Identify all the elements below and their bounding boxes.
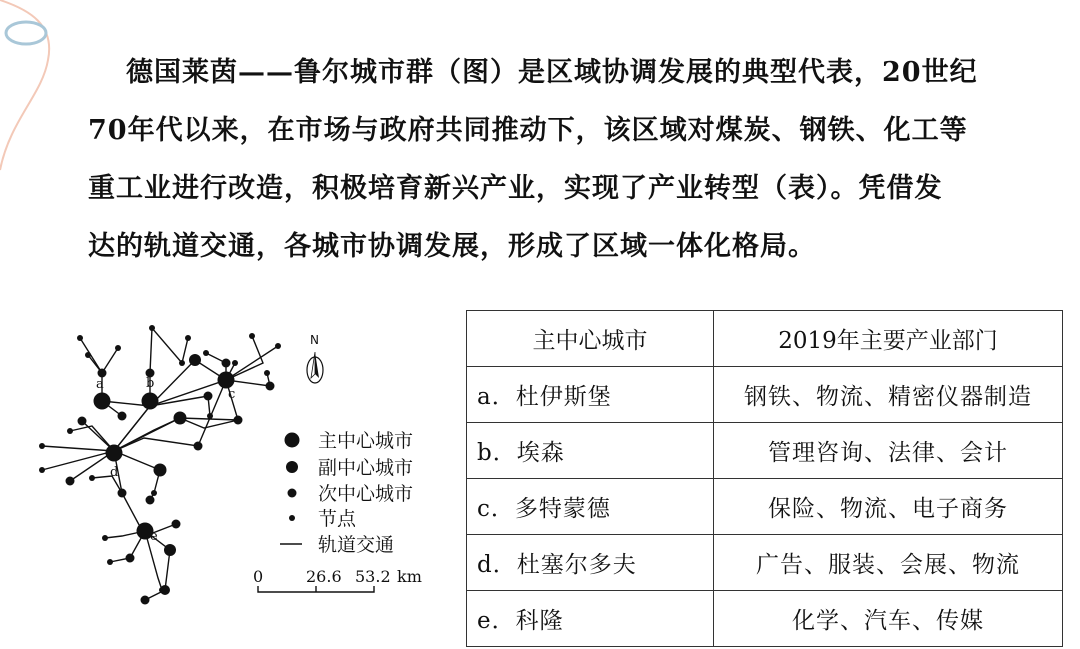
city-label-b: b bbox=[146, 376, 155, 391]
corner-decoration bbox=[0, 0, 60, 180]
city-label-d: d bbox=[110, 465, 119, 480]
paragraph-line: 达的轨道交通，各城市协调发展，形成了区域一体化格局。 bbox=[88, 231, 816, 262]
industry-cell: 钢铁、物流、精密仪器制造 bbox=[714, 367, 1063, 423]
scale-unit: km bbox=[397, 567, 422, 586]
legend-main-center: 主中心城市 bbox=[318, 430, 414, 452]
city-cell: a．杜伊斯堡 bbox=[467, 367, 714, 423]
node-markers bbox=[39, 325, 281, 593]
city-cell: d．杜塞尔多夫 bbox=[467, 535, 714, 591]
table-row bbox=[467, 591, 1063, 647]
scale-zero: 0 bbox=[253, 567, 264, 586]
legend-sub-center: 副中心城市 bbox=[318, 457, 414, 479]
legend-main-marker bbox=[285, 433, 300, 448]
table-header-row bbox=[467, 311, 1063, 367]
city-label-c: c bbox=[228, 387, 236, 402]
legend-node: 节点 bbox=[318, 508, 357, 530]
city-cell: e．科隆 bbox=[467, 591, 714, 647]
industry-cell: 管理咨询、法律、会计 bbox=[714, 423, 1063, 479]
industry-cell: 广告、服装、会展、物流 bbox=[714, 535, 1063, 591]
city-label-a: a bbox=[96, 377, 104, 392]
main-center-markers bbox=[94, 372, 235, 540]
scale-end: 53.2 bbox=[355, 567, 391, 586]
paragraph-line: 德国莱茵——鲁尔城市群（图）是区域协调发展的典型代表，20世纪 bbox=[126, 57, 978, 88]
city-cell: c．多特蒙德 bbox=[467, 479, 714, 535]
table-row bbox=[467, 535, 1063, 591]
legend-secondary-marker bbox=[288, 489, 297, 498]
map-legend bbox=[280, 430, 413, 556]
industry-cell: 化学、汽车、传媒 bbox=[714, 591, 1063, 647]
rhine-ruhr-map bbox=[30, 318, 450, 608]
city-cell: b．埃森 bbox=[467, 423, 714, 479]
industry-table bbox=[466, 310, 1063, 647]
table-row bbox=[467, 423, 1063, 479]
north-label: N bbox=[310, 333, 319, 347]
scale-mid: 26.6 bbox=[306, 567, 342, 586]
intro-paragraph bbox=[88, 44, 1058, 276]
paragraph-line: 70年代以来，在市场与政府共同推动下，该区域对煤炭、钢铁、化工等 bbox=[88, 115, 968, 146]
paragraph-line: 重工业进行改造，积极培育新兴产业，实现了产业转型（表）。凭借发 bbox=[88, 173, 943, 204]
table-row bbox=[467, 479, 1063, 535]
north-arrow-icon bbox=[307, 333, 323, 383]
header-main-city: 主中心城市 bbox=[467, 311, 714, 367]
city-label-e: e bbox=[150, 529, 158, 544]
legend-sub-marker bbox=[286, 461, 298, 473]
header-industries: 2019年主要产业部门 bbox=[714, 311, 1063, 367]
legend-node-marker bbox=[289, 515, 295, 521]
scale-bar bbox=[253, 567, 422, 592]
legend-rail: 轨道交通 bbox=[318, 534, 395, 556]
legend-secondary-center: 次中心城市 bbox=[318, 483, 414, 505]
industry-cell: 保险、物流、电子商务 bbox=[714, 479, 1063, 535]
table-row bbox=[467, 367, 1063, 423]
